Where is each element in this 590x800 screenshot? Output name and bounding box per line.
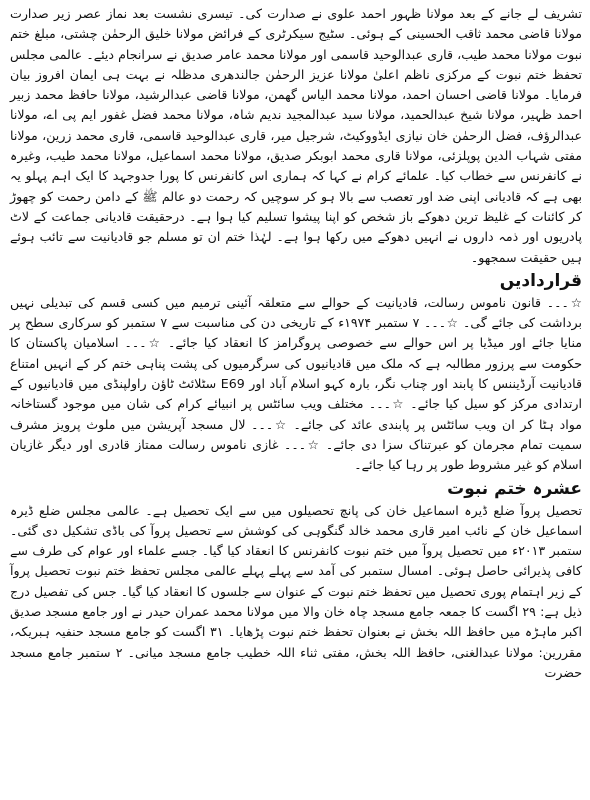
ashra-heading: عشرہ ختم نبوت <box>447 478 582 499</box>
intro-paragraph: تشریف لے جانے کے بعد مولانا ظہور احمد علوی نے صدارت کی۔ تیسری نشست بعد نماز عصر زیر صدارت مولانا قاضی محمد ثاقب الحسینی کے ہوئی۔ سٹیج سیکرٹری کے فرائض مولانا خلیق الرحمٰن چشتی، مبلغ ختم نبوت مولانا محمد طیب، قاری عبدالوحید قاسمی اور مولانا محمد عامر صدیق نے سرانجام دیئے۔ عالمی مجلس تحفظ ختم نبوت کے مرکزی ناظم اعلیٰ مولانا عزیز الرحمٰن جالندھری مدظلہ نے بہت ہی ایمان افروز بیان فرمایا۔ مولانا قاضی احسان احمد، مولانا محمد الیاس گھمن، مولانا قاضی عبدالرشید، مولانا حافظ محمد زبیر احمد ظہیر، مولانا شیخ عبدالحمید، مولانا سید عبدالمجید ندیم شاہ، مولانا محمد فضل غفور ایم پی اے، مولانا عبدالرؤف، فضل الرحمٰن خان نیازی ایڈووکیٹ، شرجیل میر، قاری عبدالوحید قاسمی، قاری محمد زرین، مولانا مفتی شہاب الدین پوپلزئی، مولانا قاری محمد ابوبکر صدیق، مولانا محمد اسماعیل، مولانا محمد طیب، وغیرہ نے کانفرنس سے خطاب کیا۔ علمائے کرام نے کہا کہ ہماری اس کانفرنس کا پورا جدوجہد کا ایک اہم پہلو یہ بھی ہے کہ قادیانی اپنی ضد اور تعصب سے بالا ہو کر سوچیں کہ رحمت دو عالم ﷺ کے دامن رحمت کو چھوڑ کر کائنات کے غلیظ ترین دھوکے باز شخص کو اپنا پیشوا تسلیم کیا ہوا ہے۔ درحقیقت قادیانی جماعت کے لاٹ پادریوں اور ذمہ داروں نے انہیں دھوکے میں رکھا ہوا ہے۔ لہٰذا ختم ان تو مسلم جو قادیانیت سے تائب ہوئے ہیں حقیقت سمجھو۔ <box>10 6 582 265</box>
ashra-paragraph: تحصیل پروآ ضلع ڈیرہ اسماعیل خان کی پانچ تحصیلوں میں سے ایک تحصیل ہے۔ عالمی مجلس ضلع ڈیرہ اسماعیل خان کے نائب امیر قاری محمد خالد گنگوہی کی کوشش سے تحصیل پروآ کی باڈی تشکیل دی گئی۔ ستمبر ۲۰۱۳ء میں تحصیل پروآ میں ختم نبوت کانفرنس کا انعقاد کیا گیا۔ جسے علماء اور عوام کی طرف سے کافی پذیرائی حاصل ہوئی۔ امسال ستمبر کی آمد سے پہلے پہلے عالمی مجلس تحفظ ختم نبوت تحصیل پروآ کے زیر اہتمام پوری تحصیل میں تحفظ ختم نبوت کے عنوان سے جلسوں کا انعقاد کیا گیا۔ جس کی تفصیل درج ذیل ہے: ۲۹ اگست کا جمعہ جامع مسجد چاہ خان والا میں مولانا محمد عمران حیدر نے اور جامع مسجد صدیق اکبر ماہڑہ میں حافظ اللہ بخش نے بعنوان تحفظ ختم نبوت پڑھایا۔ ۳۱ اگست کو جامع مسجد حنفیہ ہبریکہ، مقررین: مولانا عبدالغنی، حافظ اللہ بخش، مفتی ثناء اللہ خطیب جامع مسجد میانی۔ ۲ ستمبر جامع مسجد حضرت <box>10 502 583 680</box>
resolutions-heading: قراردادیں <box>499 270 582 291</box>
ashra-section <box>10 478 582 684</box>
resolutions-list: ☆۔۔۔ قانون ناموس رسالت، قادیانیت کے حوالے سے متعلقہ آئینی ترمیم میں کسی قسم کی تبدیلی نہیں برداشت کی جائے گی۔ ☆۔۔۔ ۷ ستمبر ۱۹۷۴ء کے تاریخی دن کی مناسبت سے ۷ ستمبر کو سرکاری سطح پر منایا جائے اور میڈیا پر اس حوالے سے خصوصی پروگرامز کا انعقاد کیا جائے۔ ☆۔۔۔ اسلامیان پاکستان کا حکومت سے پرزور مطالبہ ہے کہ ملک میں قادیانیوں کی سرگرمیوں کی پشت پناہی ختم کر کے انہیں امتناع قادیانیت آرڈیننس کا پابند اور چناب نگر، بارہ کہو اسلام آباد اور E69 سٹلائٹ ٹاؤن راولپنڈی میں قادیانیوں کے ارتدادی مرکز کو سیل کیا جائے۔ ☆۔۔۔ مختلف ویب سائٹس پر انبیائے کرام کی شان میں موجود گستاخانہ مواد ہٹا کر ان ویب سائٹس پر پابندی عائد کی جائے۔ ☆۔۔۔ لال مسجد آپریشن میں ملوث پرویز مشرف سمیت تمام مجرمان کو عبرتناک سزا دی جائے۔ ☆۔۔۔ غازی ناموس رسالت ممتاز قادری اور دیگر غازیان اسلام کو غیر مشروط طور پر رہا کیا جائے۔ <box>10 294 583 473</box>
